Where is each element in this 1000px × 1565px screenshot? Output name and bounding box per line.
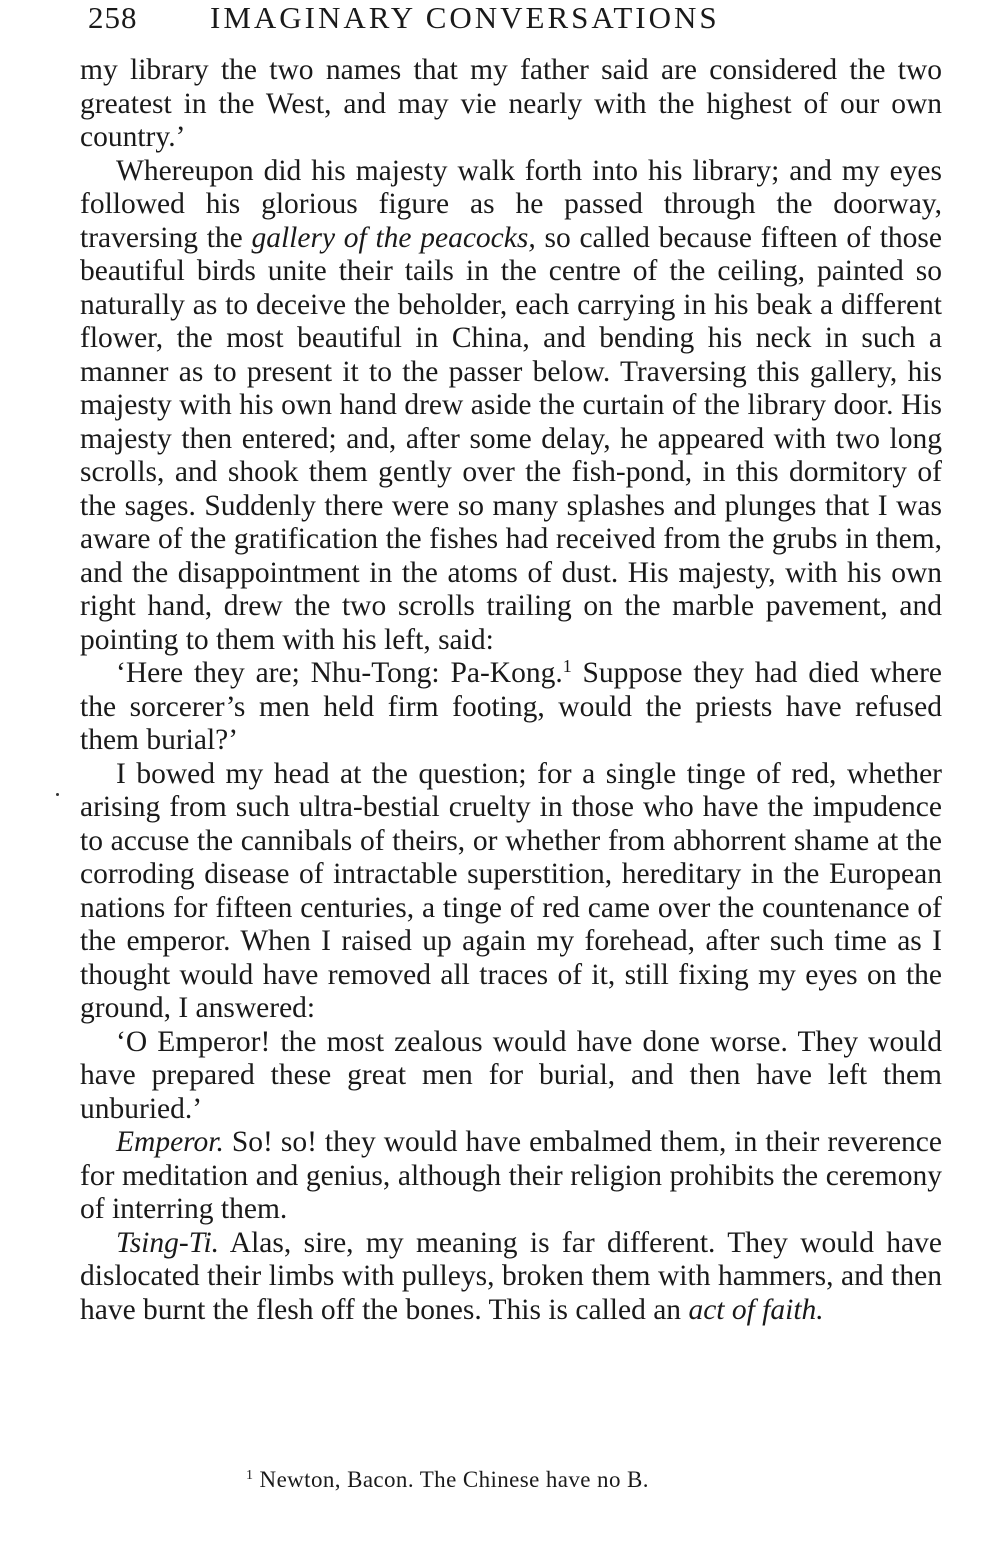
paragraph-6	[80, 1126, 942, 1227]
speaker-emperor: Emperor.	[116, 1126, 224, 1158]
footnote-marker: 1	[246, 1468, 254, 1483]
speaker-tsing-ti: Tsing-Ti.	[116, 1226, 220, 1259]
footnote	[246, 1465, 946, 1495]
running-head	[88, 0, 848, 40]
paragraph-5: ‘O Emperor! the most zealous would have done worse. They would have prepared these great men for burial, and then have left them unburied.’	[80, 1025, 942, 1125]
page-number: 258	[88, 0, 138, 35]
paragraph-2	[80, 155, 942, 658]
paragraph-1: my library the two names that my father said are considered the two greatest in the West, and may vie nearly with the highest of our own country.’	[80, 54, 942, 153]
paragraph-2-text-b: so called because fifteen of those beautiful birds unite their tails in the centre of the ceiling, painted so naturally as to deceive the beholder, each carrying in his beak a different flower, the most beautiful in China, and bending his neck in such a manner as to present it to the passer below. Traversing this gallery, his majesty with his own hand drew aside the curtain of the library door. His majesty then entered; and, after some delay, he appeared with two long scrolls, and shook them gently over the fish-pond, in this dormitory of the sages. Suddenly there were so many splashes and plunges that I was aware of the gratification the fishes had received from the grubs in them, and the disappointment in the atoms of dust. His majesty, with his own right hand, drew the two scrolls trailing on the marble pavement, and pointing to them with his left, said:	[80, 221, 943, 656]
paragraph-7	[80, 1227, 942, 1328]
footnote-reference[interactable]: 1	[562, 656, 572, 676]
gallery-of-the-peacocks: gallery of the peacocks,	[251, 221, 536, 254]
body-text	[80, 54, 942, 1327]
stray-ink-mark	[56, 793, 59, 796]
paragraph-3-text-b: Suppose they had died where the sorcerer’s men held firm footing, would the priests have refused them burial?’	[80, 657, 943, 756]
paragraph-3-text-a: ‘Here they are; Nhu-Tong: Pa-Kong.	[116, 657, 563, 689]
paragraph-4: I bowed my head at the question; for a single tinge of red, whether arising from such ultra-bestial cruelty in those who have the impudence to accuse the cannibals of theirs, or whether from abhorrent shame at the corroding disease of intractable superstition, hereditary in the European nations for fifteen centuries, a tinge of red came over the countenance of the emperor. When I raised up again my forehead, after such time as I thought would have removed all traces of it, still fixing my eyes on the ground, I answered:	[80, 757, 942, 1024]
paragraph-3	[80, 657, 942, 758]
paragraph-7-text: Alas, sire, my meaning is far different. They would have dislocated their limbs with pulleys, broken them with hammers, and then have burnt the flesh off the bones. This is called an	[80, 1226, 942, 1326]
act-of-faith: act of faith.	[688, 1293, 824, 1326]
running-title: IMAGINARY CONVERSATIONS	[210, 0, 720, 35]
paragraph-6-text: So! so! they would have embalmed them, in their reverence for meditation and genius, although their religion prohibits the ceremony of interring them.	[80, 1126, 942, 1225]
paragraph-2-text-a: Whereupon did his majesty walk forth into his library; and my eyes followed his glorious figure as he passed through the doorway, traversing the	[80, 154, 942, 254]
footnote-text: Newton, Bacon. The Chinese have no B.	[253, 1467, 649, 1492]
